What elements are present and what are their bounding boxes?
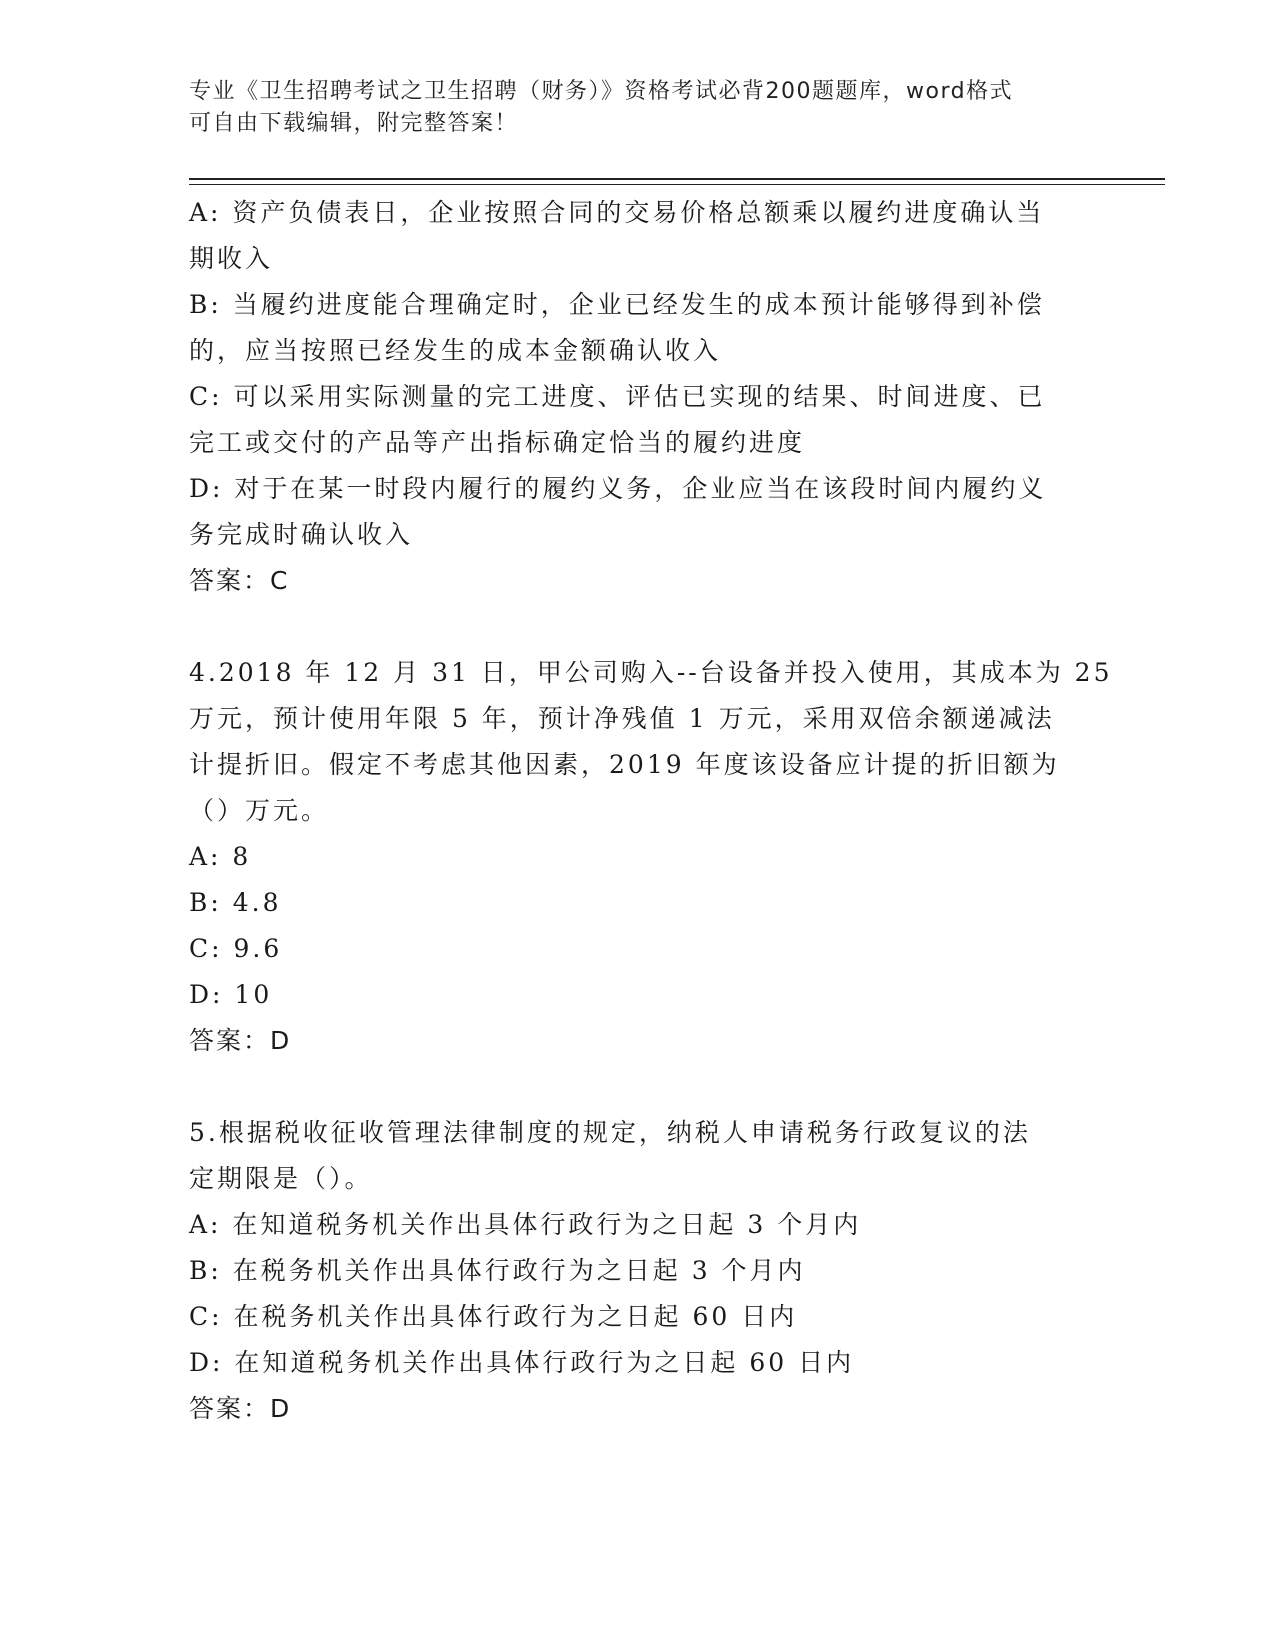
q3-option-a-line-1: A: 资产负债表日，企业按照合同的交易价格总额乘以履约进度确认当	[189, 198, 1045, 227]
spacer	[189, 1064, 1089, 1110]
q4-stem-line-2: 万元，预计使用年限 5 年，预计净残值 1 万元，采用双倍余额递减法	[189, 704, 1055, 733]
question-4	[189, 650, 1113, 1064]
spacer	[189, 604, 1089, 650]
q5-stem-line-1: 5.根据税收征收管理法律制度的规定，纳税人申请税务行政复议的法	[189, 1118, 1031, 1147]
q3-option-d-line-2: 务完成时确认收入	[189, 520, 414, 549]
q3-option-b-line-1: B: 当履约进度能合理确定时，企业已经发生的成本预计能够得到补偿	[189, 290, 1045, 319]
q4-stem-line-1: 4.2018 年 12 月 31 日，甲公司购入--台设备并投入使用，其成本为 25	[189, 658, 1113, 687]
document-body	[189, 190, 1113, 1432]
q5-option-b: B: 在税务机关作出具体行政行为之日起 3 个月内	[189, 1256, 806, 1285]
q4-option-a: A: 8	[189, 842, 252, 871]
question-3-options	[189, 190, 1089, 604]
q3-option-c-line-1: C: 可以采用实际测量的完工进度、评估已实现的结果、时间进度、已	[189, 382, 1046, 411]
q4-option-b: B: 4.8	[189, 888, 282, 917]
header-line-1: 专业《卫生招聘考试之卫生招聘（财务）》资格考试必背200题题库，word格式	[189, 79, 1014, 104]
q4-option-c: C: 9.6	[189, 934, 283, 963]
q5-answer: 答案：D	[189, 1394, 292, 1423]
header-line-2: 可自由下载编辑，附完整答案！	[189, 111, 519, 136]
q3-option-b-line-2: 的，应当按照已经发生的成本金额确认收入	[189, 336, 722, 365]
q5-option-d: D: 在知道税务机关作出具体行政行为之日起 60 日内	[189, 1348, 855, 1377]
q3-option-c-line-2: 完工或交付的产品等产出指标确定恰当的履约进度	[189, 428, 806, 457]
q5-option-c: C: 在税务机关作出具体行政行为之日起 60 日内	[189, 1302, 798, 1331]
q4-stem-line-4: （）万元。	[189, 796, 330, 825]
q3-option-a-line-2: 期收入	[189, 244, 274, 273]
q4-option-d: D: 10	[189, 980, 273, 1009]
q4-answer: 答案：D	[189, 1026, 292, 1055]
q5-option-a: A: 在知道税务机关作出具体行政行为之日起 3 个月内	[189, 1210, 862, 1239]
q5-stem-line-2: 定期限是（）。	[189, 1164, 373, 1193]
header-rule-thick	[189, 178, 1165, 180]
document-header	[189, 76, 1089, 140]
question-5	[189, 1110, 1089, 1432]
header-rule-thin	[189, 184, 1165, 185]
q4-stem-line-3: 计提折旧。假定不考虑其他因素，2019 年度该设备应计提的折旧额为	[189, 750, 1060, 779]
q3-answer: 答案：C	[189, 566, 290, 595]
q3-option-d-line-1: D: 对于在某一时段内履行的履约义务，企业应当在该段时间内履约义	[189, 474, 1047, 503]
